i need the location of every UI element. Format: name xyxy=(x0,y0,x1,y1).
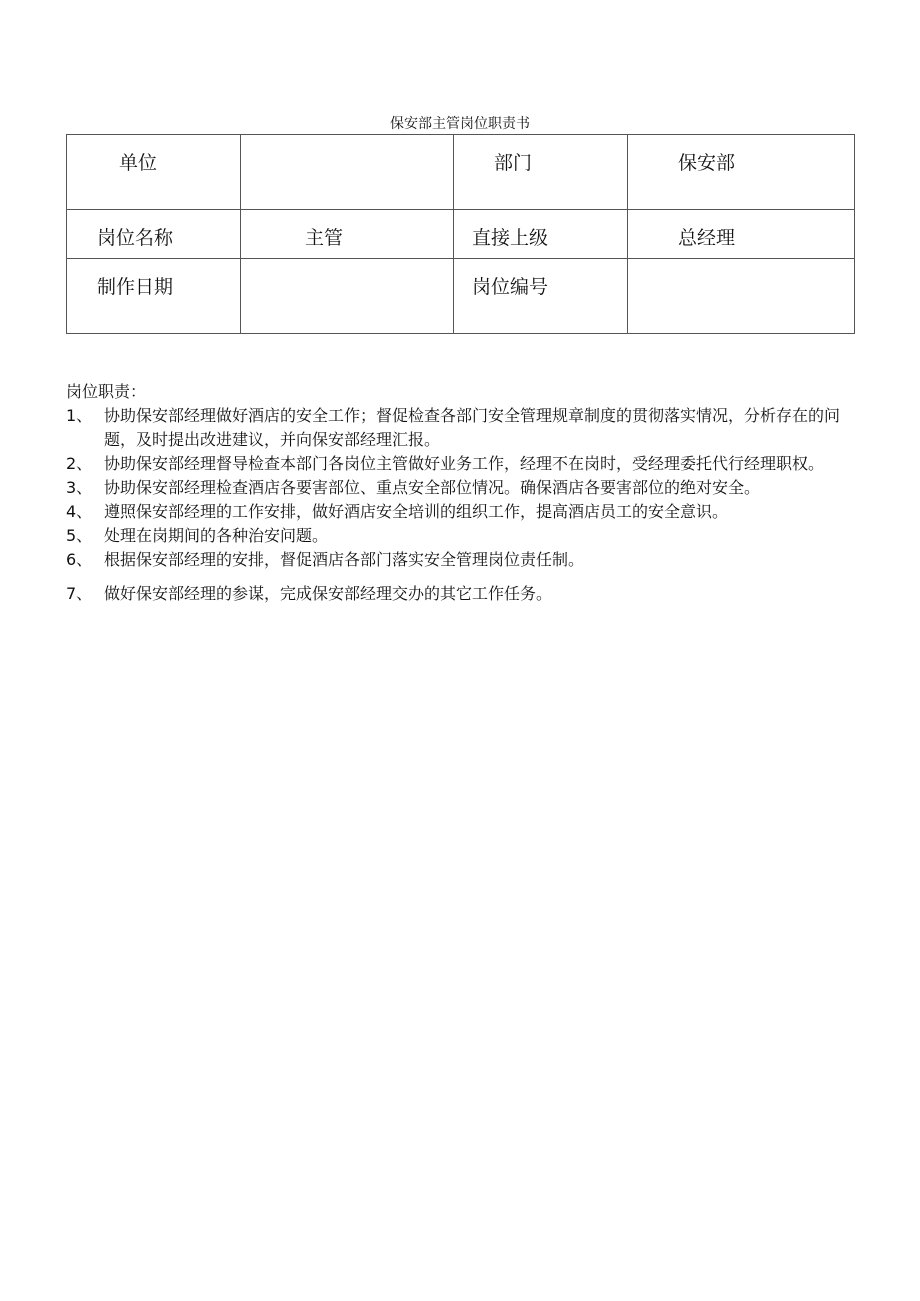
superior-label-cell xyxy=(454,210,628,259)
item-text: 根据保安部经理的安排，督促酒店各部门落实安全管理岗位责任制。 xyxy=(104,550,585,569)
unit-value-cell xyxy=(241,135,454,210)
table-row xyxy=(67,259,855,334)
post-label: 岗位名称 xyxy=(97,227,174,249)
list-item xyxy=(66,404,856,452)
document-title: 保安部主管岗位职责书 xyxy=(390,116,530,132)
list-item xyxy=(66,476,856,500)
item-number: 6、 xyxy=(66,550,93,569)
date-value-cell xyxy=(241,259,454,334)
item-text: 做好保安部经理的参谋，完成保安部经理交办的其它工作任务。 xyxy=(104,584,553,603)
list-item xyxy=(66,548,856,572)
table-row xyxy=(67,135,855,210)
list-item xyxy=(66,582,856,606)
item-number: 3、 xyxy=(66,478,93,497)
post-label-cell xyxy=(67,210,241,259)
date-label: 制作日期 xyxy=(97,276,174,298)
post-value-cell xyxy=(241,210,454,259)
code-label: 岗位编号 xyxy=(472,276,549,298)
table-row xyxy=(67,210,855,259)
unit-value xyxy=(241,135,453,151)
dept-label-cell xyxy=(454,135,628,210)
dept-value-cell xyxy=(628,135,855,210)
duties-section xyxy=(66,380,856,606)
item-number: 2、 xyxy=(66,454,93,473)
unit-label-cell xyxy=(67,135,241,210)
item-number: 4、 xyxy=(66,502,93,521)
item-text: 协助保安部经理检查酒店各要害部位、重点安全部位情况。确保酒店各要害部位的绝对安全。 xyxy=(104,478,761,497)
item-text: 协助保安部经理督导检查本部门各岗位主管做好业务工作，经理不在岗时，受经理委托代行经理职权。 xyxy=(104,454,825,473)
item-number: 7、 xyxy=(66,584,93,603)
list-item xyxy=(66,500,856,524)
item-text: 遵照保安部经理的工作安排，做好酒店安全培训的组织工作，提高酒店员工的安全意识。 xyxy=(104,502,729,521)
superior-value-cell xyxy=(628,210,855,259)
item-number: 5、 xyxy=(66,526,93,545)
job-info-table xyxy=(66,134,855,334)
superior-value: 总经理 xyxy=(678,227,736,249)
list-item xyxy=(66,524,856,548)
code-label-cell xyxy=(454,259,628,334)
post-value: 主管 xyxy=(305,227,344,249)
list-item xyxy=(66,452,856,476)
duties-heading: 岗位职责： xyxy=(66,382,147,401)
dept-value: 保安部 xyxy=(678,152,736,174)
date-label-cell xyxy=(67,259,241,334)
date-value xyxy=(241,259,453,275)
item-text: 处理在岗期间的各种治安问题。 xyxy=(104,526,329,545)
unit-label: 单位 xyxy=(119,152,158,174)
superior-label: 直接上级 xyxy=(472,227,549,249)
code-value-cell xyxy=(628,259,855,334)
item-text: 协助保安部经理做好酒店的安全工作；督促检查各部门安全管理规章制度的贯彻落实情况，分析存在的问题，及时提出改进建议，并向保安部经理汇报。 xyxy=(104,406,841,449)
dept-label: 部门 xyxy=(494,152,533,174)
code-value xyxy=(628,259,854,275)
item-number: 1、 xyxy=(66,406,93,425)
